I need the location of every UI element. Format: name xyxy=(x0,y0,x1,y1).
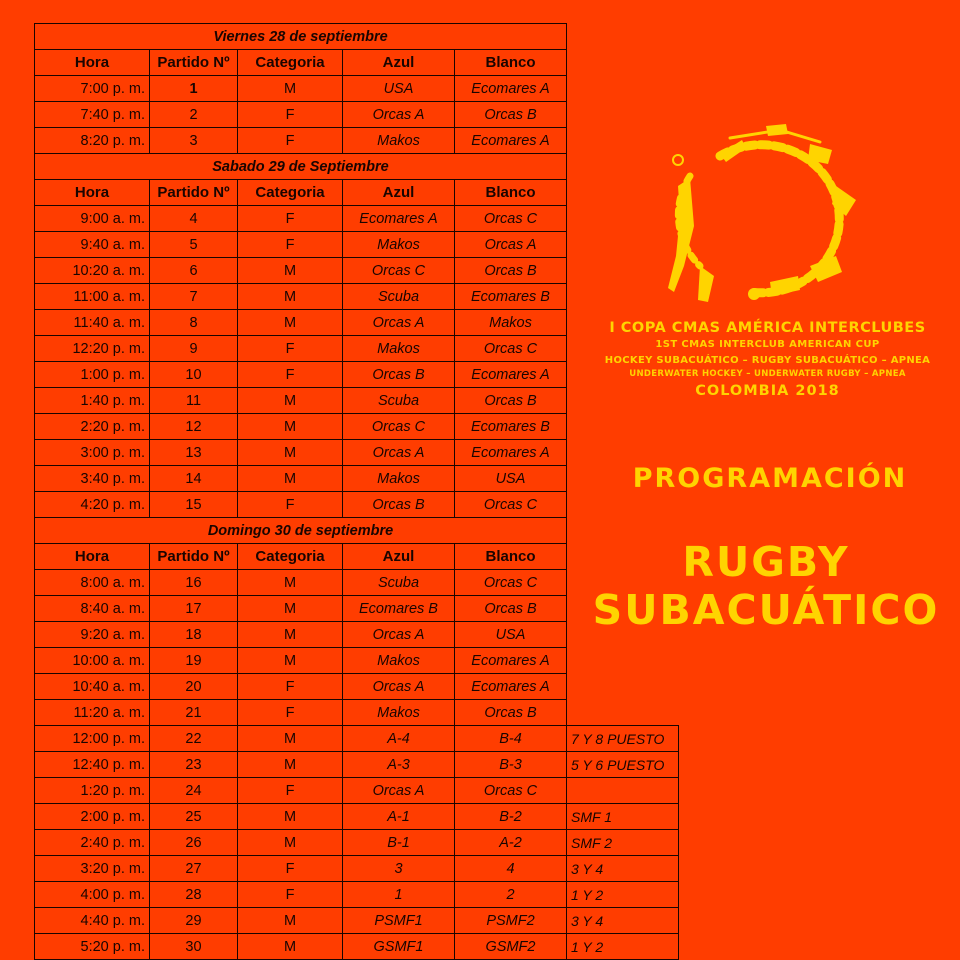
match-time: 3:00 p. m. xyxy=(35,440,150,466)
match-category: M xyxy=(238,414,343,440)
match-team-white: Ecomares A xyxy=(455,674,567,700)
match-time: 2:20 p. m. xyxy=(35,414,150,440)
column-header: Hora xyxy=(35,50,150,76)
match-row xyxy=(35,232,679,258)
match-team-blue: Ecomares B xyxy=(343,596,455,622)
match-team-white: Makos xyxy=(455,310,567,336)
match-team-white: 2 xyxy=(455,882,567,908)
match-category: M xyxy=(238,934,343,960)
match-team-white: Ecomares A xyxy=(455,76,567,102)
match-team-white: Ecomares B xyxy=(455,414,567,440)
match-team-white: Orcas B xyxy=(455,700,567,726)
match-row xyxy=(35,440,679,466)
underwater-sports-ring-logo-icon xyxy=(660,116,870,306)
match-row xyxy=(35,726,679,752)
match-team-blue: USA xyxy=(343,76,455,102)
match-team-white: PSMF2 xyxy=(455,908,567,934)
match-team-blue: Orcas A xyxy=(343,674,455,700)
match-time: 10:40 a. m. xyxy=(35,674,150,700)
match-time: 1:40 p. m. xyxy=(35,388,150,414)
match-result-note: 1 Y 2 xyxy=(567,934,679,960)
match-team-white: Ecomares A xyxy=(455,648,567,674)
match-time: 8:00 a. m. xyxy=(35,570,150,596)
match-team-blue: Scuba xyxy=(343,388,455,414)
match-row xyxy=(35,492,679,518)
match-team-white: Ecomares A xyxy=(455,362,567,388)
match-time: 1:20 p. m. xyxy=(35,778,150,804)
match-row xyxy=(35,128,679,154)
match-match-number: 5 xyxy=(150,232,238,258)
match-category: F xyxy=(238,778,343,804)
match-category: M xyxy=(238,76,343,102)
match-category: F xyxy=(238,102,343,128)
match-team-white: Orcas C xyxy=(455,336,567,362)
match-team-white: GSMF2 xyxy=(455,934,567,960)
column-header: Blanco xyxy=(455,544,567,570)
match-category: M xyxy=(238,830,343,856)
match-category: M xyxy=(238,284,343,310)
match-team-blue: B-1 xyxy=(343,830,455,856)
match-time: 8:40 a. m. xyxy=(35,596,150,622)
column-header: Blanco xyxy=(455,180,567,206)
match-result-note: 3 Y 4 xyxy=(567,908,679,934)
match-result-note: 3 Y 4 xyxy=(567,856,679,882)
match-match-number: 24 xyxy=(150,778,238,804)
match-category: M xyxy=(238,466,343,492)
programacion-heading: PROGRAMACIÓN xyxy=(632,463,908,494)
event-sports-es: HOCKEY SUBACUÁTICO – RUGBY SUBACUÁTICO – APNEA xyxy=(604,355,931,366)
match-category: M xyxy=(238,440,343,466)
match-team-white: Orcas B xyxy=(455,102,567,128)
match-row xyxy=(35,76,679,102)
match-team-blue: Ecomares A xyxy=(343,206,455,232)
match-team-white: Orcas B xyxy=(455,388,567,414)
match-team-blue: Orcas A xyxy=(343,102,455,128)
match-category: F xyxy=(238,882,343,908)
match-category: F xyxy=(238,336,343,362)
match-team-blue: 3 xyxy=(343,856,455,882)
column-header: Azul xyxy=(343,50,455,76)
match-time: 2:00 p. m. xyxy=(35,804,150,830)
match-category: M xyxy=(238,804,343,830)
match-team-white: Orcas A xyxy=(455,232,567,258)
match-time: 4:40 p. m. xyxy=(35,908,150,934)
match-row xyxy=(35,856,679,882)
match-team-blue: Makos xyxy=(343,700,455,726)
match-time: 8:20 p. m. xyxy=(35,128,150,154)
match-team-white: B-2 xyxy=(455,804,567,830)
event-title: I COPA CMAS AMÉRICA INTERCLUBES xyxy=(609,320,926,336)
match-match-number: 10 xyxy=(150,362,238,388)
match-time: 9:20 a. m. xyxy=(35,622,150,648)
match-row xyxy=(35,414,679,440)
sport-title-line-1: RUGBY xyxy=(682,538,850,586)
match-time: 11:00 a. m. xyxy=(35,284,150,310)
day-title: Domingo 30 de septiembre xyxy=(35,518,567,544)
match-result-note xyxy=(567,778,679,804)
sport-title-line-2: SUBACUÁTICO xyxy=(592,586,940,634)
match-team-white: B-3 xyxy=(455,752,567,778)
day-title: Sabado 29 de Septiembre xyxy=(35,154,567,180)
match-match-number: 20 xyxy=(150,674,238,700)
match-category: F xyxy=(238,856,343,882)
column-header: Partido Nº xyxy=(150,180,238,206)
match-match-number: 7 xyxy=(150,284,238,310)
match-match-number: 23 xyxy=(150,752,238,778)
match-time: 4:20 p. m. xyxy=(35,492,150,518)
match-time: 10:20 a. m. xyxy=(35,258,150,284)
match-team-blue: GSMF1 xyxy=(343,934,455,960)
match-match-number: 8 xyxy=(150,310,238,336)
match-match-number: 26 xyxy=(150,830,238,856)
match-team-blue: Orcas A xyxy=(343,622,455,648)
match-match-number: 27 xyxy=(150,856,238,882)
match-match-number: 14 xyxy=(150,466,238,492)
match-category: F xyxy=(238,674,343,700)
match-team-white: USA xyxy=(455,622,567,648)
match-category: M xyxy=(238,258,343,284)
match-team-blue: Makos xyxy=(343,128,455,154)
column-header: Hora xyxy=(35,180,150,206)
sport-title xyxy=(572,538,960,634)
match-row xyxy=(35,882,679,908)
match-team-white: Ecomares A xyxy=(455,128,567,154)
match-row xyxy=(35,284,679,310)
match-time: 3:40 p. m. xyxy=(35,466,150,492)
day-title: Viernes 28 de septiembre xyxy=(35,24,567,50)
column-header: Partido Nº xyxy=(150,50,238,76)
match-category: F xyxy=(238,206,343,232)
match-match-number: 13 xyxy=(150,440,238,466)
match-match-number: 19 xyxy=(150,648,238,674)
match-team-white: Orcas C xyxy=(455,206,567,232)
match-time: 9:40 a. m. xyxy=(35,232,150,258)
match-team-white: Orcas C xyxy=(455,778,567,804)
match-match-number: 30 xyxy=(150,934,238,960)
match-row xyxy=(35,206,679,232)
match-category: M xyxy=(238,388,343,414)
match-category: M xyxy=(238,622,343,648)
match-row xyxy=(35,908,679,934)
match-match-number: 28 xyxy=(150,882,238,908)
match-row xyxy=(35,258,679,284)
match-team-blue: Orcas A xyxy=(343,778,455,804)
match-team-blue: Orcas A xyxy=(343,310,455,336)
column-header: Blanco xyxy=(455,50,567,76)
match-category: M xyxy=(238,752,343,778)
day-header-row xyxy=(35,24,679,50)
match-category: F xyxy=(238,362,343,388)
match-result-note: SMF 1 xyxy=(567,804,679,830)
match-match-number: 29 xyxy=(150,908,238,934)
match-row xyxy=(35,700,679,726)
event-sports-en: UNDERWATER HOCKEY – UNDERWATER RUGBY – APNEA xyxy=(629,369,906,379)
match-match-number: 22 xyxy=(150,726,238,752)
match-result-note: 1 Y 2 xyxy=(567,882,679,908)
match-category: F xyxy=(238,700,343,726)
match-time: 12:40 p. m. xyxy=(35,752,150,778)
match-team-white: Orcas B xyxy=(455,258,567,284)
match-team-white: Ecomares A xyxy=(455,440,567,466)
match-team-white: A-2 xyxy=(455,830,567,856)
match-team-white: 4 xyxy=(455,856,567,882)
match-row xyxy=(35,778,679,804)
match-category: M xyxy=(238,726,343,752)
match-team-blue: Makos xyxy=(343,336,455,362)
match-category: M xyxy=(238,648,343,674)
match-match-number: 9 xyxy=(150,336,238,362)
match-time: 10:00 a. m. xyxy=(35,648,150,674)
match-category: M xyxy=(238,570,343,596)
match-match-number: 16 xyxy=(150,570,238,596)
match-team-blue: A-3 xyxy=(343,752,455,778)
match-time: 9:00 a. m. xyxy=(35,206,150,232)
match-row xyxy=(35,804,679,830)
match-time: 3:20 p. m. xyxy=(35,856,150,882)
match-row xyxy=(35,102,679,128)
match-team-blue: Scuba xyxy=(343,284,455,310)
match-category: M xyxy=(238,908,343,934)
match-team-blue: Orcas C xyxy=(343,258,455,284)
match-team-blue: Orcas C xyxy=(343,414,455,440)
match-match-number: 2 xyxy=(150,102,238,128)
match-match-number: 25 xyxy=(150,804,238,830)
match-team-blue: Orcas B xyxy=(343,362,455,388)
match-category: F xyxy=(238,128,343,154)
column-header: Partido Nº xyxy=(150,544,238,570)
match-team-blue: Orcas B xyxy=(343,492,455,518)
column-header: Categoria xyxy=(238,50,343,76)
event-location: COLOMBIA 2018 xyxy=(695,383,840,399)
column-header: Azul xyxy=(343,180,455,206)
match-match-number: 18 xyxy=(150,622,238,648)
match-team-blue: Scuba xyxy=(343,570,455,596)
column-header: Hora xyxy=(35,544,150,570)
match-team-white: Orcas C xyxy=(455,492,567,518)
match-row xyxy=(35,648,679,674)
match-category: F xyxy=(238,492,343,518)
match-row xyxy=(35,752,679,778)
match-result-note: 7 Y 8 PUESTO xyxy=(567,726,679,752)
match-time: 2:40 p. m. xyxy=(35,830,150,856)
day-header-row xyxy=(35,154,679,180)
match-row xyxy=(35,674,679,700)
match-match-number: 12 xyxy=(150,414,238,440)
match-match-number: 1 xyxy=(150,76,238,102)
match-row xyxy=(35,934,679,960)
match-team-white: B-4 xyxy=(455,726,567,752)
match-match-number: 6 xyxy=(150,258,238,284)
match-team-white: Ecomares B xyxy=(455,284,567,310)
match-category: F xyxy=(238,232,343,258)
match-row xyxy=(35,830,679,856)
match-match-number: 15 xyxy=(150,492,238,518)
match-team-blue: Makos xyxy=(343,648,455,674)
match-time: 7:00 p. m. xyxy=(35,76,150,102)
match-team-blue: Makos xyxy=(343,466,455,492)
match-match-number: 11 xyxy=(150,388,238,414)
match-category: M xyxy=(238,310,343,336)
match-time: 12:20 p. m. xyxy=(35,336,150,362)
match-team-white: Orcas B xyxy=(455,596,567,622)
match-time: 1:00 p. m. xyxy=(35,362,150,388)
match-time: 11:20 a. m. xyxy=(35,700,150,726)
match-match-number: 17 xyxy=(150,596,238,622)
match-team-blue: A-1 xyxy=(343,804,455,830)
match-match-number: 4 xyxy=(150,206,238,232)
column-header: Categoria xyxy=(238,544,343,570)
column-header-row xyxy=(35,180,679,206)
match-team-blue: 1 xyxy=(343,882,455,908)
match-team-blue: Makos xyxy=(343,232,455,258)
match-time: 5:20 p. m. xyxy=(35,934,150,960)
match-match-number: 3 xyxy=(150,128,238,154)
match-team-white: Orcas C xyxy=(455,570,567,596)
match-time: 12:00 p. m. xyxy=(35,726,150,752)
match-team-white: USA xyxy=(455,466,567,492)
match-match-number: 21 xyxy=(150,700,238,726)
match-result-note: 5 Y 6 PUESTO xyxy=(567,752,679,778)
event-subtitle: 1ST CMAS INTERCLUB AMERICAN CUP xyxy=(655,339,880,350)
column-header: Azul xyxy=(343,544,455,570)
match-time: 7:40 p. m. xyxy=(35,102,150,128)
match-team-blue: Orcas A xyxy=(343,440,455,466)
column-header: Categoria xyxy=(238,180,343,206)
match-result-note: SMF 2 xyxy=(567,830,679,856)
match-team-blue: A-4 xyxy=(343,726,455,752)
match-time: 11:40 a. m. xyxy=(35,310,150,336)
match-team-blue: PSMF1 xyxy=(343,908,455,934)
match-time: 4:00 p. m. xyxy=(35,882,150,908)
match-category: M xyxy=(238,596,343,622)
column-header-row xyxy=(35,50,679,76)
